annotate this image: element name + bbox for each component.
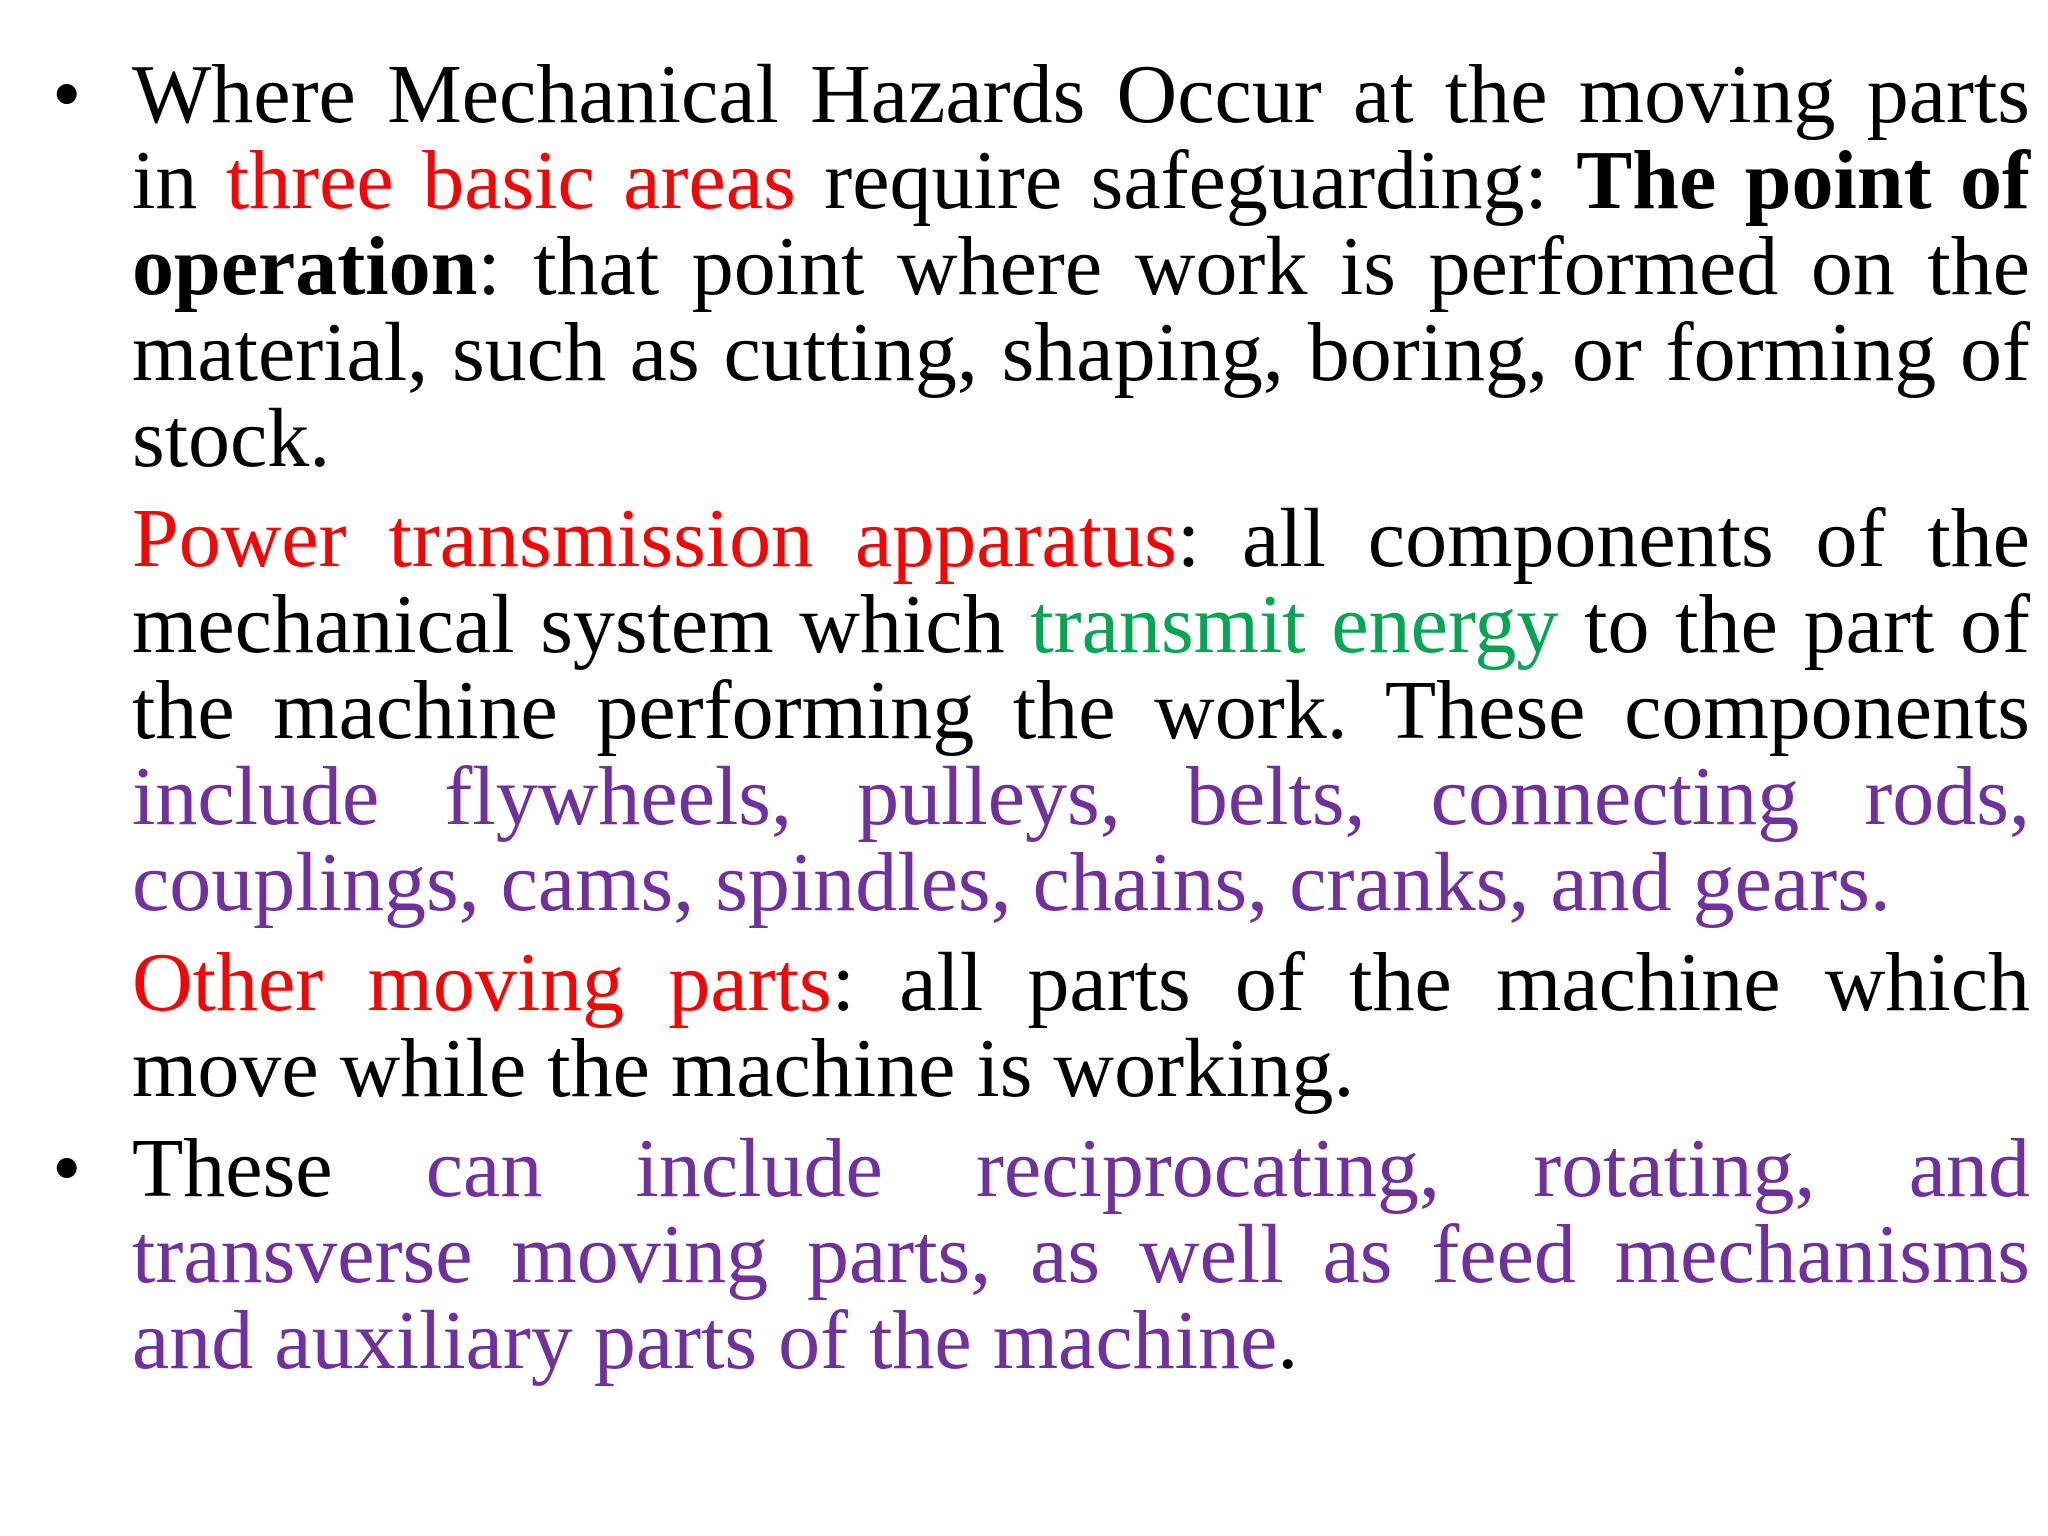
bullet-icon: • bbox=[52, 1122, 82, 1215]
highlight-part-types: can include reciprocating, rotating, and transverse moving parts, as well as feed mechanisms and auxiliary parts of the machine bbox=[132, 1122, 2030, 1387]
bullet-item-part-types bbox=[52, 1122, 2030, 1387]
bullet-icon: • bbox=[52, 48, 82, 141]
text-segment: require safeguarding: bbox=[795, 134, 1577, 227]
term-other-moving-parts: Other moving parts bbox=[132, 936, 832, 1029]
text-segment: : that point where work is performed on the material, such as cutting, shaping, boring, or forming of stock. bbox=[132, 220, 2030, 485]
term-point-of-operation: The point of operation bbox=[132, 134, 2031, 313]
highlight-transmit-energy: transmit energy bbox=[1030, 578, 1559, 671]
text-segment: to the part of the machine performing the work. These components bbox=[132, 578, 2030, 757]
paragraph-power-transmission bbox=[132, 492, 2030, 929]
highlight-three-basic-areas: three basic areas bbox=[225, 134, 796, 227]
bullet-item-mechanical-hazards bbox=[52, 48, 2031, 485]
text-segment: . bbox=[1277, 1294, 1299, 1387]
paragraph-other-moving-parts bbox=[132, 936, 2031, 1115]
text-segment: Where Mechanical Hazards Occur at the moving parts in bbox=[132, 48, 2030, 227]
highlight-component-list: include flywheels, pulleys, belts, connecting rods, couplings, cams, spindles, chains, cranks, and gears. bbox=[132, 750, 2030, 929]
slide-body bbox=[52, 48, 2031, 1387]
text-segment: These bbox=[132, 1122, 426, 1215]
term-power-transmission-apparatus: Power transmission apparatus bbox=[132, 492, 1177, 585]
text-segment: : all components of the mechanical system which bbox=[132, 492, 2030, 671]
text-segment: : all parts of the machine which move while the machine is working. bbox=[132, 936, 2031, 1115]
